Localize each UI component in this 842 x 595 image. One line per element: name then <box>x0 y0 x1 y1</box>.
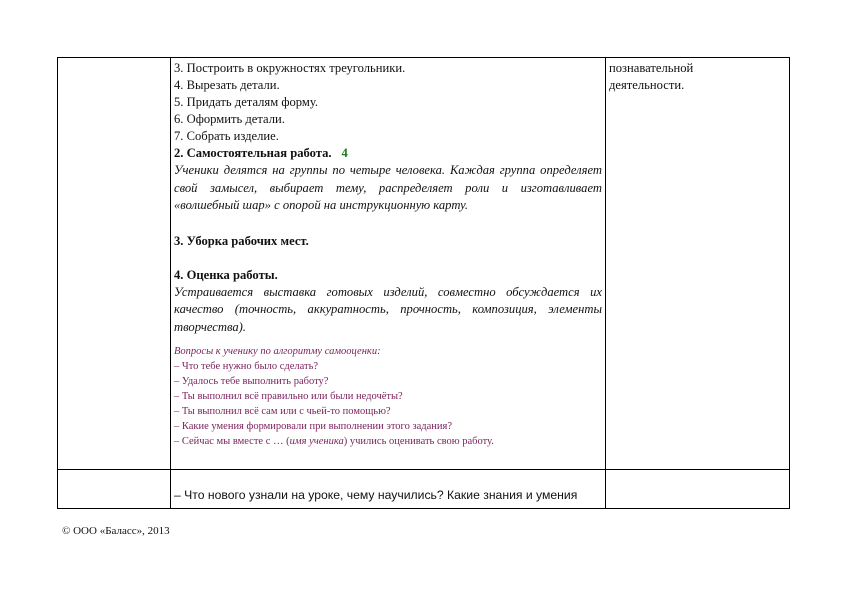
table-column-divider-2 <box>605 57 606 509</box>
activity-type-cell <box>609 60 787 94</box>
question-item: – Ты выполнил всё правильно или были недочёты? <box>174 391 403 402</box>
lesson-content-cell <box>174 60 604 449</box>
step-item: 6. Оформить детали. <box>174 112 285 126</box>
question-item: – Что тебе нужно было сделать? <box>174 361 319 372</box>
table-row-divider <box>57 469 790 470</box>
section-2-title: 2. Самостоятельная работа. <box>174 146 332 160</box>
question-item: – Ты выполнил всё сам или с чьей-то помощью? <box>174 406 391 417</box>
step-item: 4. Вырезать детали. <box>174 78 280 92</box>
section-4-text: Устраивается выставка готовых изделий, совместно обсуждается их качество (точность, аккуратность, прочность, композиция, элементы творчества). <box>174 284 602 334</box>
section-2-text: Ученики делятся на группы по четыре человека. Каждая группа определяет свой замысел, выбирает тему, распределяет роли и изготавливает «волшебный шар» с опорой на инструкционную карту. <box>174 163 602 212</box>
right-column-text: деятельности. <box>609 78 685 92</box>
step-item: 7. Собрать изделие. <box>174 129 279 143</box>
table-right-border <box>789 57 790 509</box>
table-bottom-border <box>57 508 790 509</box>
questions-heading: Вопросы к ученику по алгоритму самооценки: <box>174 346 381 357</box>
section-3-title: 3. Уборка рабочих мест. <box>174 233 309 248</box>
reflection-question: – Что нового узнали на уроке, чему научились? Какие знания и умения <box>174 488 578 502</box>
table-top-border <box>57 57 790 58</box>
table-left-border <box>57 57 58 509</box>
section-4-title: 4. Оценка работы. <box>174 267 278 282</box>
step-item: 3. Построить в окружностях треугольники. <box>174 61 406 75</box>
step-item: 5. Придать деталям форму. <box>174 95 319 109</box>
question-item: – Какие умения формировали при выполнении этого задания? <box>174 421 453 432</box>
copyright-footer: © ООО «Баласс», 2013 <box>62 525 170 537</box>
question-item: – Удалось тебе выполнить работу? <box>174 376 329 387</box>
section-2-heading <box>174 145 604 162</box>
table-column-divider-1 <box>170 57 171 509</box>
right-column-text: познавательной <box>609 61 694 75</box>
section-2-number: 4 <box>341 146 348 160</box>
question-item: – Сейчас мы вместе с … (имя ученика) учились оценивать свою работу. <box>174 436 494 447</box>
